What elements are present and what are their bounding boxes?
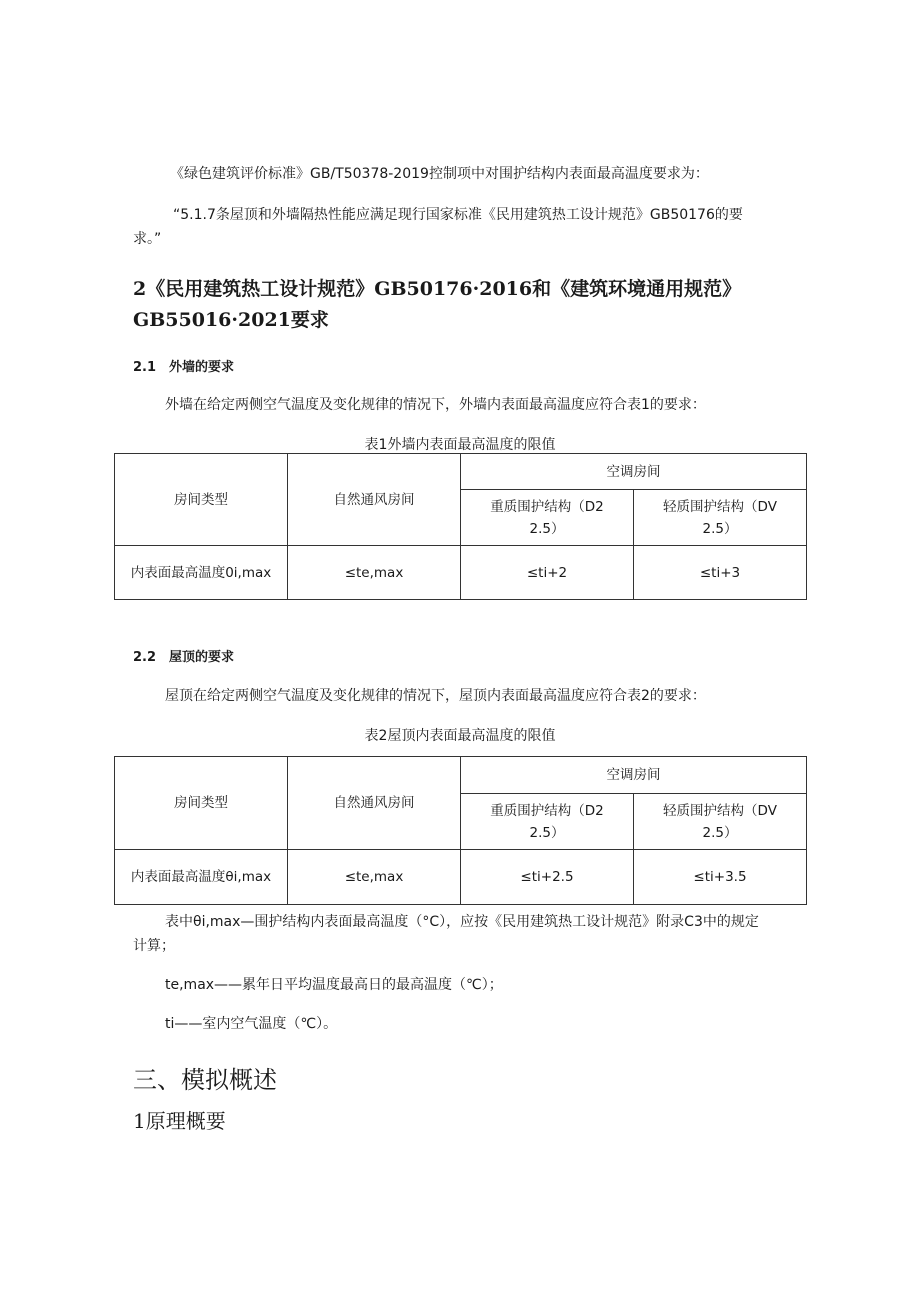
section-3-title: 三、模拟概述 xyxy=(133,1066,277,1094)
header-light-structure xyxy=(634,490,807,546)
header-room-type: 房间类型 xyxy=(115,757,288,850)
header-heavy-line-2: 2.5） xyxy=(529,520,565,537)
header-room-type: 房间类型 xyxy=(115,454,288,546)
header-light-line-2: 2.5） xyxy=(702,824,738,841)
header-light-line-2: 2.5） xyxy=(702,520,738,537)
header-air-conditioned: 空调房间 xyxy=(461,757,807,794)
table-2-caption: 表2屋顶内表面最高温度的限值 xyxy=(364,728,556,744)
row-label: 内表面最高温度0i,max xyxy=(115,546,288,600)
table-1-caption: 表1外墙内表面最高温度的限值 xyxy=(364,437,556,453)
table-row xyxy=(115,546,807,600)
header-heavy-line-2: 2.5） xyxy=(529,824,565,841)
note-theta-line-1: 表中θi,max—围护结构内表面最高温度（°C），应按《民用建筑热工设计规范》附录C3中的规定 xyxy=(165,914,759,930)
header-air-conditioned: 空调房间 xyxy=(461,454,807,490)
header-heavy-structure xyxy=(461,794,634,850)
header-heavy-structure xyxy=(461,490,634,546)
intro-line: 《绿色建筑评价标准》GB/T50378-2019控制项中对围护结构内表面最高温度要求为： xyxy=(170,166,709,182)
subsection-2-2-paragraph: 屋顶在给定两侧空气温度及变化规律的情况下，屋顶内表面最高温度应符合表2的要求： xyxy=(165,688,706,704)
section-3-1-title: 1原理概要 xyxy=(133,1109,226,1133)
cell-light: ≤ti+3.5 xyxy=(634,850,807,905)
table-row xyxy=(115,850,807,905)
subsection-number: 2.2 xyxy=(133,650,157,665)
header-natural-ventilation: 自然通风房间 xyxy=(288,757,461,850)
cell-natural: ≤te,max xyxy=(288,850,461,905)
section-2-title-line-1: 2《民用建筑热工设计规范》GB50176·2016和《建筑环境通用规范》 xyxy=(133,278,742,300)
header-natural-ventilation: 自然通风房间 xyxy=(288,454,461,546)
cell-heavy: ≤ti+2 xyxy=(461,546,634,600)
table-2 xyxy=(114,756,807,905)
subsection-title: 屋顶的要求 xyxy=(169,650,235,665)
row-label: 内表面最高温度θi,max xyxy=(115,850,288,905)
quote-line-2: 求。” xyxy=(133,231,162,247)
subsection-2-1-paragraph: 外墙在给定两侧空气温度及变化规律的情况下，外墙内表面最高温度应符合表1的要求： xyxy=(165,397,706,413)
cell-light: ≤ti+3 xyxy=(634,546,807,600)
section-2-title-line-2: GB55016·2021要求 xyxy=(133,309,329,331)
header-light-line-1: 轻质围护结构（DV xyxy=(663,498,777,515)
header-heavy-line-1: 重质围护结构（D2 xyxy=(490,802,604,819)
note-ti: ti——室内空气温度（℃）。 xyxy=(165,1016,338,1032)
subsection-2-2-heading xyxy=(133,646,234,665)
note-te-max: te,max——累年日平均温度最高日的最高温度（℃）； xyxy=(165,977,503,993)
cell-natural: ≤te,max xyxy=(288,546,461,600)
note-theta-line-2: 计算； xyxy=(133,938,175,954)
table-1 xyxy=(114,453,807,600)
header-light-line-1: 轻质围护结构（DV xyxy=(663,802,777,819)
subsection-number: 2.1 xyxy=(133,360,157,375)
quote-line-1: “5.1.7条屋顶和外墙隔热性能应满足现行国家标准《民用建筑热工设计规范》GB50176的要 xyxy=(173,207,743,223)
header-light-structure xyxy=(634,794,807,850)
subsection-title: 外墙的要求 xyxy=(169,360,235,375)
header-heavy-line-1: 重质围护结构（D2 xyxy=(490,498,604,515)
cell-heavy: ≤ti+2.5 xyxy=(461,850,634,905)
subsection-2-1-heading xyxy=(133,356,234,375)
